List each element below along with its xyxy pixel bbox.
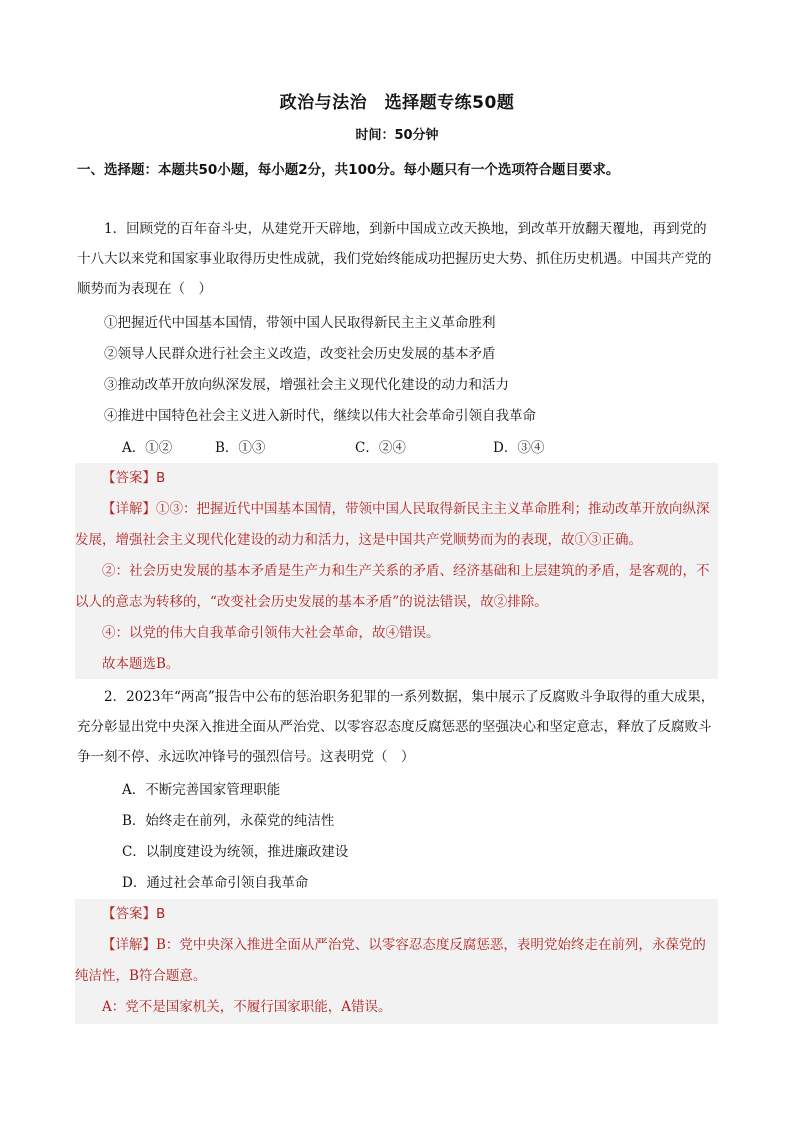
q2-option-a[interactable]: A．不断完善国家管理职能 [122,782,281,798]
q2-answer: 【答案】B [102,906,166,922]
q1-statement-2: ②领导人民群众进行社会主义改造，改变社会历史发展的基本矛盾 [104,346,496,362]
q1-detail-4: 故本题选B。 [102,656,180,672]
q2-option-d[interactable]: D．通过社会革命引领自我革命 [122,875,309,891]
q2-detail-2: A：党不是国家机关，不履行国家职能，A错误。 [102,999,392,1015]
q1-option-a[interactable]: A．①② [122,440,173,456]
q2-detail-1: 【详解】B：党中央深入推进全面从严治党、以零容忍态度反腐惩恶，表明党始终走在前列，永葆党的纯洁性，B符合题意。 [75,937,706,984]
q1-detail-1: 【详解】①③：把握近代中国基本国情，带领中国人民取得新民主主义革命胜利；推动改革开放向纵深发展，增强社会主义现代化建设的动力和活力，这是中国共产党顺势而为的表现，故①③正确。 [75,501,710,548]
q1-option-b[interactable]: B．①③ [215,440,266,456]
q1-statement-3: ③推动改革开放向纵深发展，增强社会主义现代化建设的动力和活力 [104,377,509,393]
question-1-stem: 1．回顾党的百年奋斗史，从建党开天辟地，到新中国成立改天换地，到改革开放翻天覆地，再到党的十八大以来党和国家事业取得历史性成就，我们党始终能成功把握历史大势、抓住历史机遇。中国共产党的顺势而为表现在（ ） [77,221,712,297]
q1-options [0,433,794,463]
q1-detail-3: ④：以党的伟大自我革命引领伟大社会革命，故④错误。 [102,625,440,641]
q2-option-b[interactable]: B．始终走在前列，永葆党的纯洁性 [122,813,335,829]
q1-answer-box [75,463,718,679]
q2-answer-box [75,899,718,1024]
question-2-stem: 2．2023年“两高”报告中公布的惩治职务犯罪的一系列数据，集中展示了反腐败斗争取得的重大成果，充分彰显出党中央深入推进全面从严治党、以零容忍态度反腐惩恶的坚强决心和坚定意志，释放了反腐败斗争一刻不停、永远吹冲锋号的强烈信号。这表明党（ ） [77,689,715,765]
q2-option-c[interactable]: C．以制度建设为统领，推进廉政建设 [122,844,349,860]
page-title: 政治与法治 选择题专练50题 [279,93,515,113]
q1-answer: 【答案】B [102,470,166,486]
q1-statement-4: ④推进中国特色社会主义进入新时代，继续以伟大社会革命引领自我革命 [104,408,536,424]
q1-detail-2: ②：社会历史发展的基本矛盾是生产力和生产关系的矛盾、经济基础和上层建筑的矛盾，是客观的，不以人的意志为转移的，“改变社会历史发展的基本矛盾”的说法错误，故②排除。 [75,563,710,610]
section-heading: 一、选择题：本题共50小题，每小题2分，共100分。每小题只有一个选项符合题目要求。 [77,162,620,178]
q1-option-c[interactable]: C．②④ [355,440,406,456]
q1-statement-1: ①把握近代中国基本国情，带领中国人民取得新民主主义革命胜利 [104,315,496,331]
time-limit: 时间：50分钟 [355,128,439,143]
q1-option-d[interactable]: D．③④ [493,440,545,456]
